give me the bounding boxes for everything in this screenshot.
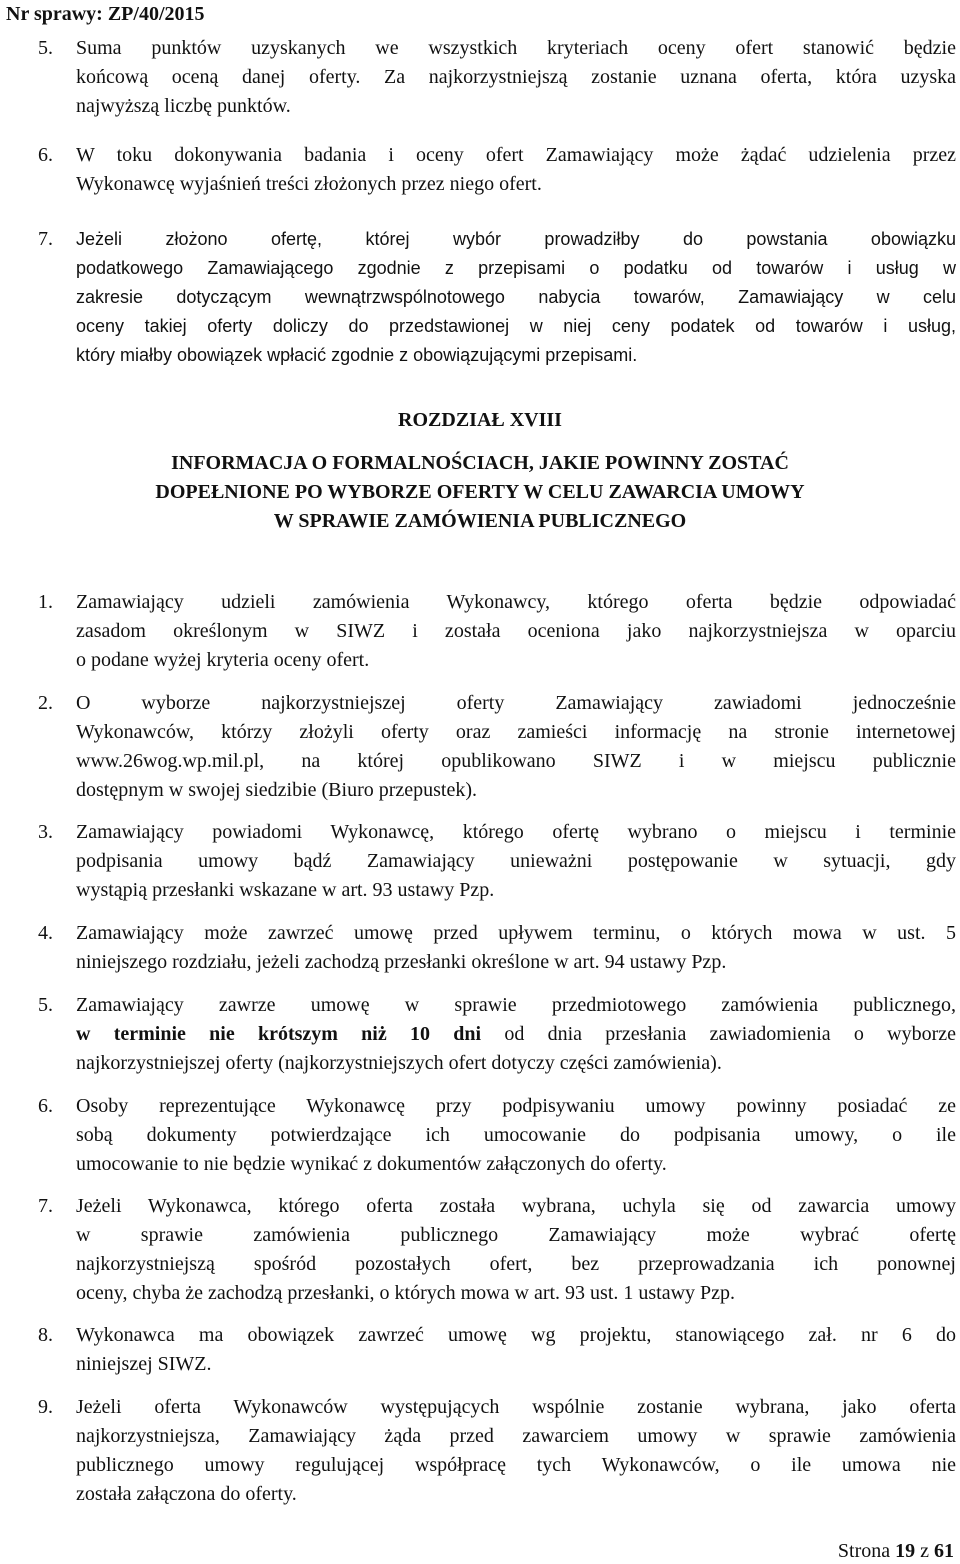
text-line: wystąpią przesłanki wskazane w art. 93 ustawy Pzp. bbox=[76, 879, 495, 901]
text-segment: od dnia przesłania zawiadomienia o wyborze bbox=[481, 1023, 956, 1045]
item-number: 5. bbox=[38, 994, 53, 1016]
text-line: najkorzystniejszej oferty (najkorzystniejszych ofert dotyczy części zamówienia). bbox=[76, 1052, 722, 1074]
item-text bbox=[76, 991, 956, 1078]
deadline-emphasis: w terminie nie krótszym niż 10 dni bbox=[76, 1023, 482, 1045]
text-line: Zamawiający zawrze umowę w sprawie przedmiotowego zamówienia publicznego, bbox=[76, 994, 956, 1016]
list-item bbox=[0, 225, 960, 370]
case-number: Nr sprawy: ZP/40/2015 bbox=[6, 3, 205, 25]
item-number: 6. bbox=[38, 1095, 53, 1117]
item-number: 6. bbox=[38, 144, 53, 166]
text-line: publicznego umowy regulującej współpracę tych Wykonawców, o ile umowa nie bbox=[76, 1454, 956, 1476]
page-of: z bbox=[915, 1540, 934, 1562]
item-number: 8. bbox=[38, 1324, 53, 1346]
item-text bbox=[76, 1321, 956, 1379]
text-line: umocowanie to nie będzie wynikać z dokumentów załączonych do oferty. bbox=[76, 1153, 667, 1175]
item-number: 9. bbox=[38, 1396, 53, 1418]
item-text bbox=[76, 919, 956, 977]
text-line: sobą dokumenty potwierdzające ich umocowanie do podpisania umowy, o ile bbox=[76, 1124, 956, 1146]
item-number: 2. bbox=[38, 692, 53, 714]
chapter-title: ROZDZIAŁ XVIII bbox=[398, 409, 562, 431]
text-line: W toku dokonywania badania i oceny ofert Zamawiający może żądać udzielenia przez bbox=[76, 144, 956, 166]
item-text bbox=[76, 818, 956, 905]
text-line: Suma punktów uzyskanych we wszystkich kryteriach oceny ofert stanowić będzie bbox=[76, 37, 956, 59]
text-line: została załączona do oferty. bbox=[76, 1483, 297, 1505]
text-line: Jeżeli złożono ofertę, której wybór prowadziłby do powstania obowiązku bbox=[76, 229, 956, 249]
item-number: 7. bbox=[38, 228, 53, 250]
item-number: 4. bbox=[38, 922, 53, 944]
page-total: 61 bbox=[934, 1540, 954, 1562]
text-line: Wykonawcę wyjaśnień treści złożonych przez niego ofert. bbox=[76, 173, 542, 195]
item-number: 1. bbox=[38, 591, 53, 613]
text-line: Osoby reprezentujące Wykonawcę przy podpisywaniu umowy powinny posiadać ze bbox=[76, 1095, 956, 1117]
item-text bbox=[76, 1092, 956, 1179]
text-line: Jeżeli Wykonawca, którego oferta została wybrana, uchyla się od zawarcia umowy bbox=[76, 1195, 956, 1217]
item-text bbox=[76, 1192, 956, 1308]
item-text bbox=[76, 1393, 956, 1509]
text-line: O wyborze najkorzystniejszej oferty Zamawiający zawiadomi jednocześnie bbox=[76, 692, 956, 714]
text-line: zakresie dotyczącym wewnątrzwspólnotowego nabycia towarów, Zamawiający w celu bbox=[76, 287, 956, 307]
text-line: oceny takiej oferty doliczy do przedstawionej w niej ceny podatek od towarów i usług, bbox=[76, 316, 956, 336]
text-line: który miałby obowiązek wpłacić zgodnie z obowiązującymi przepisami. bbox=[76, 345, 638, 365]
text-line: najkorzystniejsza, Zamawiający żąda przed zawarciem umowy w sprawie zamówienia bbox=[76, 1425, 956, 1447]
chapter-subtitle-line: W SPRAWIE ZAMÓWIENIA PUBLICZNEGO bbox=[273, 510, 687, 532]
text-line: najkorzystniejszą spośród pozostałych ofert, bez przeprowadzania ich ponownej bbox=[76, 1253, 956, 1275]
text-line: Zamawiający powiadomi Wykonawcę, którego ofertę wybrano o miejscu i terminie bbox=[76, 821, 956, 843]
text-line: podpisania umowy bądź Zamawiający unieważni postępowanie w sytuacji, gdy bbox=[76, 850, 956, 872]
item-text bbox=[76, 689, 956, 805]
item-text bbox=[76, 588, 956, 675]
text-line: podatkowego Zamawiającego zgodnie z przepisami o podatku od towarów i usług w bbox=[76, 258, 956, 278]
list-item bbox=[0, 34, 960, 121]
text-line: końcową oceną danej oferty. Za najkorzystniejszą zostanie uznana oferta, która uzyska bbox=[76, 66, 956, 88]
text-line: niniejszego rozdziału, jeżeli zachodzą przesłanki określone w art. 94 ustawy Pzp. bbox=[76, 951, 727, 973]
text-line bbox=[76, 1020, 956, 1049]
text-line: oceny, chyba że zachodzą przesłanki, o których mowa w art. 93 ust. 1 ustawy Pzp. bbox=[76, 1282, 736, 1304]
text-line: najwyższą liczbę punktów. bbox=[76, 95, 291, 117]
list-item bbox=[0, 141, 960, 199]
text-line: o podane wyżej kryteria oceny ofert. bbox=[76, 649, 370, 671]
page-number: 19 bbox=[895, 1540, 916, 1562]
text-line: Zamawiający udzieli zamówienia Wykonawcy, którego oferta będzie odpowiadać bbox=[76, 591, 956, 613]
chapter-subtitle-line: INFORMACJA O FORMALNOŚCIACH, JAKIE POWINNY ZOSTAĆ bbox=[171, 452, 789, 474]
text-line: www.26wog.wp.mil.pl, na której opublikowano SIWZ i w miejscu publicznie bbox=[76, 750, 956, 772]
item-text bbox=[76, 225, 956, 370]
item-number: 3. bbox=[38, 821, 53, 843]
chapter-subtitle-line: DOPEŁNIONE PO WYBORZE OFERTY W CELU ZAWARCIA UMOWY bbox=[155, 481, 805, 503]
text-line: w sprawie zamówienia publicznego Zamawiający może wybrać ofertę bbox=[76, 1224, 956, 1246]
item-number: 5. bbox=[38, 37, 53, 59]
item-text bbox=[76, 141, 956, 199]
text-line: Zamawiający może zawrzeć umowę przed upływem terminu, o których mowa w ust. 5 bbox=[76, 922, 956, 944]
text-line: Wykonawca ma obowiązek zawrzeć umowę wg projektu, stanowiącego zał. nr 6 do bbox=[76, 1324, 956, 1346]
item-text bbox=[76, 34, 956, 121]
item-number: 7. bbox=[38, 1195, 53, 1217]
page-label: Strona bbox=[837, 1540, 896, 1562]
text-line: Jeżeli oferta Wykonawców występujących wspólnie zostanie wybrana, jako oferta bbox=[76, 1396, 956, 1418]
text-line: dostępnym w swojej siedzibie (Biuro przepustek). bbox=[76, 779, 478, 801]
text-line: niniejszej SIWZ. bbox=[76, 1353, 212, 1375]
text-line: zasadom określonym w SIWZ i została oceniona jako najkorzystniejsza w oparciu bbox=[76, 620, 956, 642]
page-footer bbox=[838, 1538, 954, 1564]
text-line: Wykonawców, którzy złożyli oferty oraz zamieści informację na stronie internetowej bbox=[76, 721, 956, 743]
top-list bbox=[0, 34, 960, 365]
